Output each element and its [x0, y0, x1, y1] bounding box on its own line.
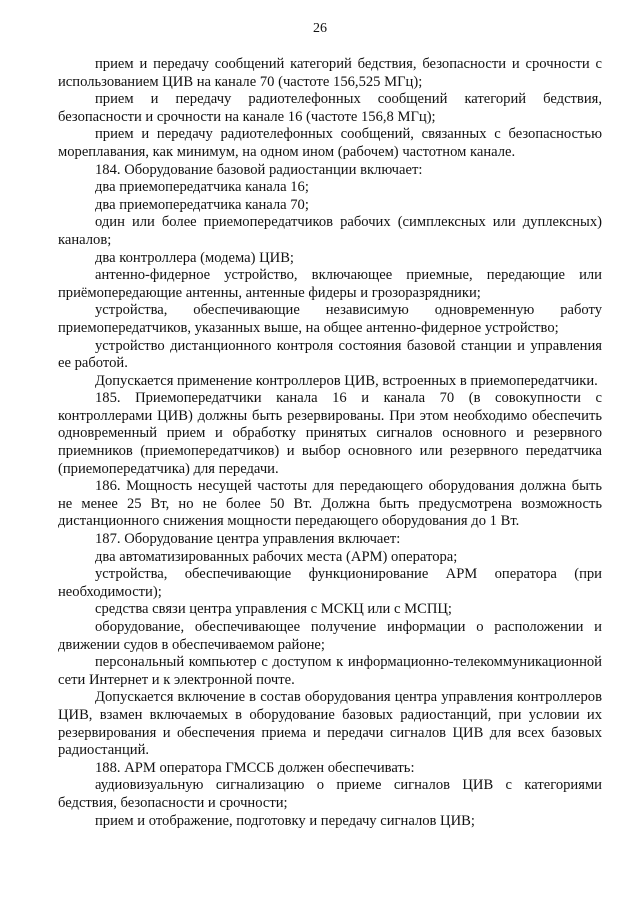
- section-188-heading: 188. АРМ оператора ГМССБ должен обеспечивать:: [95, 759, 415, 776]
- document-body: [58, 56, 602, 830]
- paragraph: аудиовизуальную сигнализацию о приеме сигналов ЦИВ с категориями бедствия, безопасности и срочности;: [58, 777, 602, 811]
- paragraph: прием и отображение, подготовку и передачу сигналов ЦИВ;: [95, 812, 475, 829]
- paragraph: устройства, обеспечивающие независимую одновременную работу приемопередатчиков, указанных выше, на общее антенно-фидерное устройство;: [58, 302, 602, 336]
- section-186: 186. Мощность несущей частоты для передающего оборудования должна быть не менее 25 Вт, но не более 50 Вт. Должна быть предусмотрена возможность дистанционного снижения мощности передающего оборудования до 1 Вт.: [58, 478, 602, 530]
- paragraph: два приемопередатчика канала 70;: [95, 196, 309, 213]
- paragraph: устройства, обеспечивающие функционирование АРМ оператора (при необходимости);: [58, 566, 602, 600]
- paragraph: два контроллера (модема) ЦИВ;: [95, 249, 294, 266]
- paragraph: антенно-фидерное устройство, включающее приемные, передающие или приёмопередающие антенны, антенные фидеры и грозоразрядники;: [58, 267, 602, 301]
- paragraph: устройство дистанционного контроля состояния базовой станции и управления ее работой.: [58, 337, 602, 372]
- paragraph: два автоматизированных рабочих места (АРМ) оператора;: [95, 548, 458, 565]
- page-number: 26: [313, 21, 327, 36]
- paragraph: средства связи центра управления с МСКЦ или с МСПЦ;: [95, 601, 452, 618]
- paragraph: персональный компьютер с доступом к информационно-телекоммуникационной сети Интернет и к электронной почте.: [58, 654, 602, 688]
- paragraph: оборудование, обеспечивающее получение информации о расположении и движении судов в обеспечиваемом районе;: [58, 619, 602, 653]
- paragraph: Допускается включение в состав оборудования центра управления контроллеров ЦИВ, взамен включаемых в оборудование базовых радиостанций, при условии их резервирования и обеспечения приема и передачи сигналов ЦИВ для всех базовых радиостанций.: [58, 689, 602, 759]
- paragraph: прием и передачу сообщений категорий бедствия, безопасности и срочности с использованием ЦИВ на канале 70 (частоте 156,525 МГц);: [58, 56, 602, 90]
- section-187-heading: 187. Оборудование центра управления включает:: [95, 531, 401, 548]
- paragraph: Допускается применение контроллеров ЦИВ, встроенных в приемопередатчики.: [95, 372, 598, 389]
- paragraph: один или более приемопередатчиков рабочих (симплексных или дуплексных) каналов;: [58, 214, 602, 248]
- paragraph: прием и передачу радиотелефонных сообщений, связанных с безопасностью мореплавания, как минимум, на одном ином (рабочем) частотном канале.: [58, 126, 602, 160]
- section-184-heading: 184. Оборудование базовой радиостанции включает:: [95, 161, 423, 178]
- section-185: 185. Приемопередатчики канала 16 и канала 70 (в совокупности с контроллерами ЦИВ) должны быть резервированы. При этом необходимо обеспечить одновременный прием и обработку принятых сигналов основного и резервного приемников (приемопередатчиков) и выбор основного или резервного передатчика (приемопередатчика) для передачи.: [58, 390, 602, 477]
- paragraph: прием и передачу радиотелефонных сообщений категорий бедствия, безопасности и срочности на канале 16 (частоте 156,8 МГц);: [58, 91, 602, 125]
- paragraph: два приемопередатчика канала 16;: [95, 179, 309, 196]
